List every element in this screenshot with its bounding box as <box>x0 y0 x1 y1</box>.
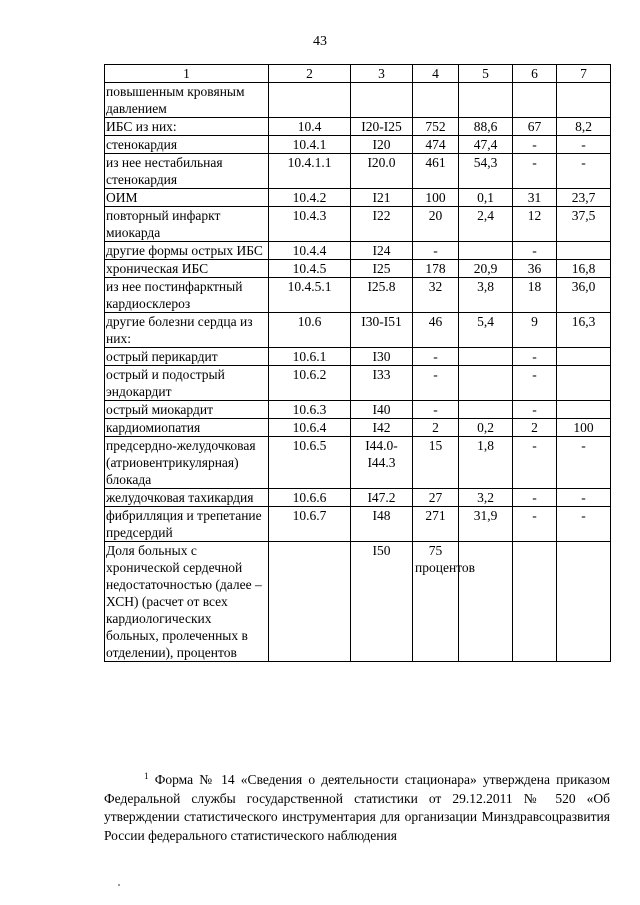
table-cell <box>557 366 611 401</box>
table-cell: 23,7 <box>557 189 611 207</box>
table-cell: 271 <box>413 507 459 542</box>
table-cell: - <box>513 348 557 366</box>
page-number: 43 <box>313 34 327 49</box>
row-label-cell: другие формы острых ИБС <box>105 242 269 260</box>
table-cell <box>459 242 513 260</box>
table-cell <box>557 348 611 366</box>
table-cell: 10.6.6 <box>269 489 351 507</box>
row-label-cell: желудочковая тахикардия <box>105 489 269 507</box>
table-cell <box>459 401 513 419</box>
table-cell: - <box>557 136 611 154</box>
table-cell: - <box>513 366 557 401</box>
table-cell: I50 <box>351 542 413 662</box>
table-cell <box>557 242 611 260</box>
table-cell: I20-I25 <box>351 118 413 136</box>
footnote <box>104 771 610 845</box>
table-cell: 3,2 <box>459 489 513 507</box>
table-cell: 10.4.4 <box>269 242 351 260</box>
column-header: 6 <box>513 65 557 83</box>
table-cell: I22 <box>351 207 413 242</box>
table-cell: 2 <box>413 419 459 437</box>
table-row <box>105 313 611 348</box>
row-label-cell: острый и подострый эндокардит <box>105 366 269 401</box>
table-cell: - <box>557 507 611 542</box>
row-label-cell: острый перикардит <box>105 348 269 366</box>
table-cell: 32 <box>413 278 459 313</box>
table-cell: 36 <box>513 260 557 278</box>
table-cell <box>459 366 513 401</box>
table-cell <box>413 83 459 118</box>
table-cell: 1,8 <box>459 437 513 489</box>
table-cell: - <box>413 242 459 260</box>
table-row <box>105 242 611 260</box>
table-cell: 31 <box>513 189 557 207</box>
table-cell: - <box>557 489 611 507</box>
table-cell: I47.2 <box>351 489 413 507</box>
table-cell: 54,3 <box>459 154 513 189</box>
table-cell <box>513 83 557 118</box>
table-row <box>105 507 611 542</box>
table-cell: I30 <box>351 348 413 366</box>
table-cell: 10.4.2 <box>269 189 351 207</box>
table-cell: 0,2 <box>459 419 513 437</box>
row-label-cell: повторный инфаркт миокарда <box>105 207 269 242</box>
table-row <box>105 83 611 118</box>
row-label-cell: ОИМ <box>105 189 269 207</box>
table-cell: 10.4.1.1 <box>269 154 351 189</box>
column-header: 7 <box>557 65 611 83</box>
table-cell: 474 <box>413 136 459 154</box>
table-cell <box>557 542 611 662</box>
table-cell: - <box>513 154 557 189</box>
table-row <box>105 401 611 419</box>
table-body <box>105 65 611 662</box>
table-row <box>105 366 611 401</box>
table-cell: I44.0-I44.3 <box>351 437 413 489</box>
table-cell: 10.6.3 <box>269 401 351 419</box>
footnote-marker: 1 <box>144 771 149 781</box>
table-cell: 2,4 <box>459 207 513 242</box>
table-cell: 37,5 <box>557 207 611 242</box>
table-cell: 10.6.4 <box>269 419 351 437</box>
table-cell: 67 <box>513 118 557 136</box>
table-cell: 100 <box>413 189 459 207</box>
row-label-cell: предсердно-желудочковая (атриовентрикулярная) блокада <box>105 437 269 489</box>
table-cell: 10.4.1 <box>269 136 351 154</box>
table-cell: I30-I51 <box>351 313 413 348</box>
table-cell: 10.4 <box>269 118 351 136</box>
table-row <box>105 278 611 313</box>
table-row <box>105 260 611 278</box>
footnote-text: Форма № 14 «Сведения о деятельности стационара» утверждена приказом Федеральной службы государственной статистики от 29.12.2011 № 520 «Об утверждении статистического инструментария для организации Минздравсоцразвития России федерального статистического наблюдения <box>104 772 610 843</box>
table-row <box>105 542 611 662</box>
table-cell: 10.6.1 <box>269 348 351 366</box>
table-row <box>105 489 611 507</box>
table-cell: 46 <box>413 313 459 348</box>
table-cell: 16,8 <box>557 260 611 278</box>
table-cell <box>351 83 413 118</box>
table-cell: - <box>413 366 459 401</box>
table-cell: - <box>413 401 459 419</box>
table-row <box>105 118 611 136</box>
table-cell: 10.4.3 <box>269 207 351 242</box>
table-cell: 8,2 <box>557 118 611 136</box>
table-cell: 36,0 <box>557 278 611 313</box>
table-cell: 3,8 <box>459 278 513 313</box>
table-cell: 12 <box>513 207 557 242</box>
table-row <box>105 136 611 154</box>
statistics-table <box>104 64 611 662</box>
row-label-cell: хроническая ИБС <box>105 260 269 278</box>
table-cell: I24 <box>351 242 413 260</box>
table-cell: 100 <box>557 419 611 437</box>
table-cell: I21 <box>351 189 413 207</box>
table-cell: I48 <box>351 507 413 542</box>
table-cell: 18 <box>513 278 557 313</box>
column-header: 4 <box>413 65 459 83</box>
table-row <box>105 189 611 207</box>
table-cell <box>557 83 611 118</box>
row-label-cell: повышенным кровяным давлением <box>105 83 269 118</box>
table-cell: 16,3 <box>557 313 611 348</box>
table-cell: 47,4 <box>459 136 513 154</box>
table-row <box>105 437 611 489</box>
table-cell: - <box>513 401 557 419</box>
row-label-cell: Доля больных с хронической сердечной недостаточностью (далее – ХСН) (расчет от всех кардиологических больных, пролеченных в отделении), процентов <box>105 542 269 662</box>
table-cell: - <box>557 154 611 189</box>
table-cell: 0,1 <box>459 189 513 207</box>
table-cell: 20 <box>413 207 459 242</box>
table-cell: 15 <box>413 437 459 489</box>
column-header: 1 <box>105 65 269 83</box>
table-cell: 10.4.5.1 <box>269 278 351 313</box>
row-label-cell: стенокардия <box>105 136 269 154</box>
table-cell <box>459 348 513 366</box>
table-cell: I42 <box>351 419 413 437</box>
table-cell: 10.6.5 <box>269 437 351 489</box>
table-cell <box>459 83 513 118</box>
table-row <box>105 419 611 437</box>
table-cell <box>513 542 557 662</box>
table-cell: 9 <box>513 313 557 348</box>
scan-speck <box>118 884 120 886</box>
table-cell: - <box>513 489 557 507</box>
table-cell: - <box>413 348 459 366</box>
table-cell: I20.0 <box>351 154 413 189</box>
table-row <box>105 207 611 242</box>
table-cell: 31,9 <box>459 507 513 542</box>
row-label-cell: острый миокардит <box>105 401 269 419</box>
table-cell: 20,9 <box>459 260 513 278</box>
table-row <box>105 348 611 366</box>
row-label-cell: ИБС из них: <box>105 118 269 136</box>
row-label-cell: из нее нестабильная стенокардия <box>105 154 269 189</box>
row-label-cell: кардиомиопатия <box>105 419 269 437</box>
table-cell: 88,6 <box>459 118 513 136</box>
table-header-row <box>105 65 611 83</box>
table-cell <box>269 542 351 662</box>
table-cell: - <box>513 136 557 154</box>
table-cell: 5,4 <box>459 313 513 348</box>
table-cell: 10.6 <box>269 313 351 348</box>
column-header: 3 <box>351 65 413 83</box>
table-row <box>105 154 611 189</box>
table-cell: 2 <box>513 419 557 437</box>
column-header: 2 <box>269 65 351 83</box>
table-cell: I33 <box>351 366 413 401</box>
table-cell: 10.4.5 <box>269 260 351 278</box>
table-cell <box>269 83 351 118</box>
table-cell: I25.8 <box>351 278 413 313</box>
table-cell: 75 процентов <box>413 542 459 662</box>
row-label-cell: из нее постинфарктный кардиосклероз <box>105 278 269 313</box>
column-header: 5 <box>459 65 513 83</box>
table-cell: 461 <box>413 154 459 189</box>
table-cell: I25 <box>351 260 413 278</box>
table-cell: - <box>513 437 557 489</box>
table-cell: - <box>513 507 557 542</box>
table-cell: 752 <box>413 118 459 136</box>
row-label-cell: фибрилляция и трепетание предсердий <box>105 507 269 542</box>
table-cell: 10.6.7 <box>269 507 351 542</box>
table-cell: 10.6.2 <box>269 366 351 401</box>
row-label-cell: другие болезни сердца из них: <box>105 313 269 348</box>
table-cell: - <box>513 242 557 260</box>
table-cell: - <box>557 437 611 489</box>
table-cell: I20 <box>351 136 413 154</box>
table-cell: 27 <box>413 489 459 507</box>
table-cell <box>557 401 611 419</box>
table-cell: 178 <box>413 260 459 278</box>
table-cell: I40 <box>351 401 413 419</box>
